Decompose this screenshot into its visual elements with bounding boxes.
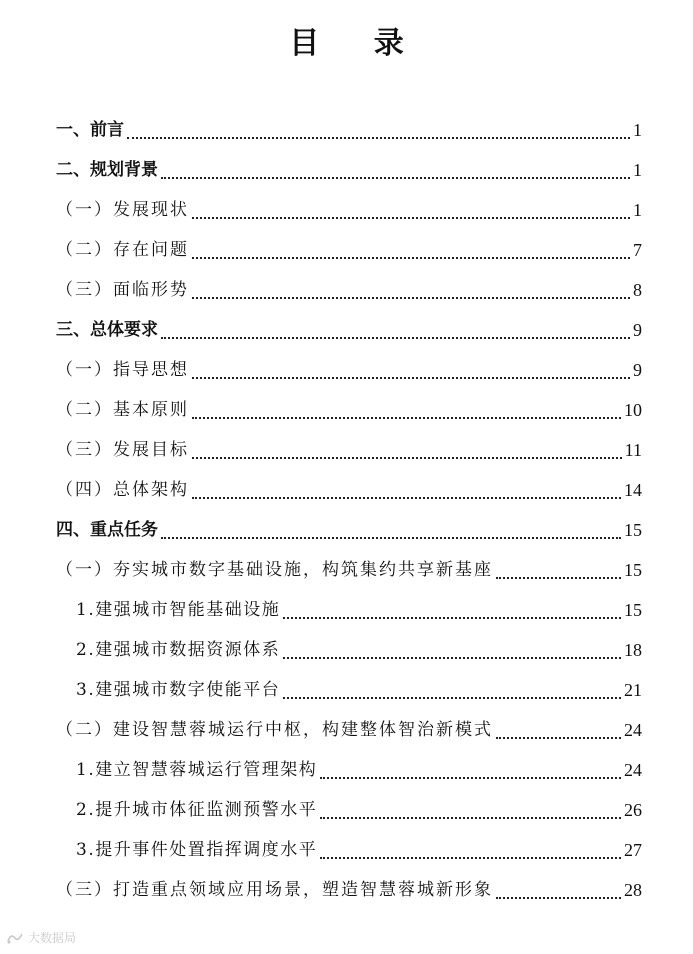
toc-entry-label: 三、总体要求 [56,320,158,340]
toc-dot-leader [192,297,630,299]
toc-page-number: 27 [624,840,642,860]
toc-dot-leader [192,217,630,219]
toc-entry[interactable] [56,230,642,270]
toc-entry-label: 3.建强城市数字使能平台 [76,680,281,700]
toc-entry[interactable] [56,310,642,350]
toc-dot-leader [496,897,621,899]
table-of-contents [56,110,642,910]
toc-dot-leader [320,777,621,779]
toc-dot-leader [496,577,621,579]
toc-page-number: 14 [624,480,642,500]
toc-entry-label: 2.提升城市体征监测预警水平 [76,800,318,820]
toc-page-number: 15 [624,600,642,620]
toc-dot-leader [320,817,621,819]
toc-page-number: 9 [633,360,642,380]
toc-entry[interactable] [56,750,642,790]
toc-entry-label: 四、重点任务 [56,520,158,540]
toc-dot-leader [192,497,621,499]
toc-entry[interactable] [56,510,642,550]
toc-page-number: 1 [633,200,642,220]
toc-entry[interactable] [56,350,642,390]
toc-page-number: 21 [624,680,642,700]
watermark [6,929,76,946]
toc-entry-label: 1.建立智慧蓉城运行管理架构 [76,760,318,780]
toc-entry-label: （二）基本原则 [56,400,189,420]
toc-page-number: 1 [633,120,642,140]
toc-entry-label: 一、前言 [56,120,124,140]
toc-entry[interactable] [56,670,642,710]
toc-page-number: 8 [633,280,642,300]
toc-entry-label: （一）夯实城市数字基础设施，构筑集约共享新基座 [56,560,493,580]
toc-entry-label: 1.建强城市智能基础设施 [76,600,281,620]
toc-page-number: 15 [624,520,642,540]
toc-entry[interactable] [56,150,642,190]
toc-entry[interactable] [56,830,642,870]
toc-page-number: 15 [624,560,642,580]
watermark-text: 大数据局 [28,931,77,945]
toc-entry[interactable] [56,110,642,150]
toc-dot-leader [496,737,621,739]
toc-dot-leader [283,697,621,699]
toc-entry[interactable] [56,270,642,310]
toc-page-number: 18 [624,640,642,660]
toc-entry-label: （三）发展目标 [56,440,189,460]
toc-dot-leader [127,137,630,139]
toc-page-number: 7 [633,240,642,260]
toc-dot-leader [192,417,621,419]
toc-entry-label: （二）存在问题 [56,240,189,260]
toc-entry[interactable] [56,190,642,230]
toc-page-number: 24 [624,720,642,740]
toc-entry[interactable] [56,390,642,430]
toc-entry[interactable] [56,550,642,590]
toc-entry-label: （四）总体架构 [56,480,189,500]
toc-entry-label: （二）建设智慧蓉城运行中枢，构建整体智治新模式 [56,720,493,740]
toc-page-number: 10 [624,400,642,420]
toc-page-number: 28 [624,880,642,900]
toc-entry[interactable] [56,470,642,510]
toc-entry-label: （三）面临形势 [56,280,189,300]
page-title: 目 录 [289,26,426,61]
toc-entry[interactable] [56,430,642,470]
toc-entry[interactable] [56,870,642,910]
toc-page-number: 24 [624,760,642,780]
toc-entry[interactable] [56,710,642,750]
toc-entry[interactable] [56,630,642,670]
toc-entry-label: 二、规划背景 [56,160,158,180]
toc-dot-leader [192,457,622,459]
watermark-logo-icon [6,931,24,945]
toc-dot-leader [192,257,630,259]
toc-entry[interactable] [56,590,642,630]
toc-page-number: 9 [633,320,642,340]
toc-entry-label: 3.提升事件处置指挥调度水平 [76,840,318,860]
toc-entry-label: （三）打造重点领域应用场景，塑造智慧蓉城新形象 [56,880,493,900]
toc-dot-leader [161,177,630,179]
toc-dot-leader [320,857,621,859]
toc-entry-label: （一）指导思想 [56,360,189,380]
toc-page-number: 26 [624,800,642,820]
toc-page-number: 11 [624,440,642,460]
toc-dot-leader [192,377,630,379]
toc-dot-leader [161,537,621,539]
toc-entry-label: （一）发展现状 [56,200,189,220]
toc-dot-leader [283,617,621,619]
toc-page-number: 1 [633,160,642,180]
toc-dot-leader [161,337,630,339]
toc-entry[interactable] [56,790,642,830]
toc-entry-label: 2.建强城市数据资源体系 [76,640,281,660]
toc-dot-leader [283,657,621,659]
